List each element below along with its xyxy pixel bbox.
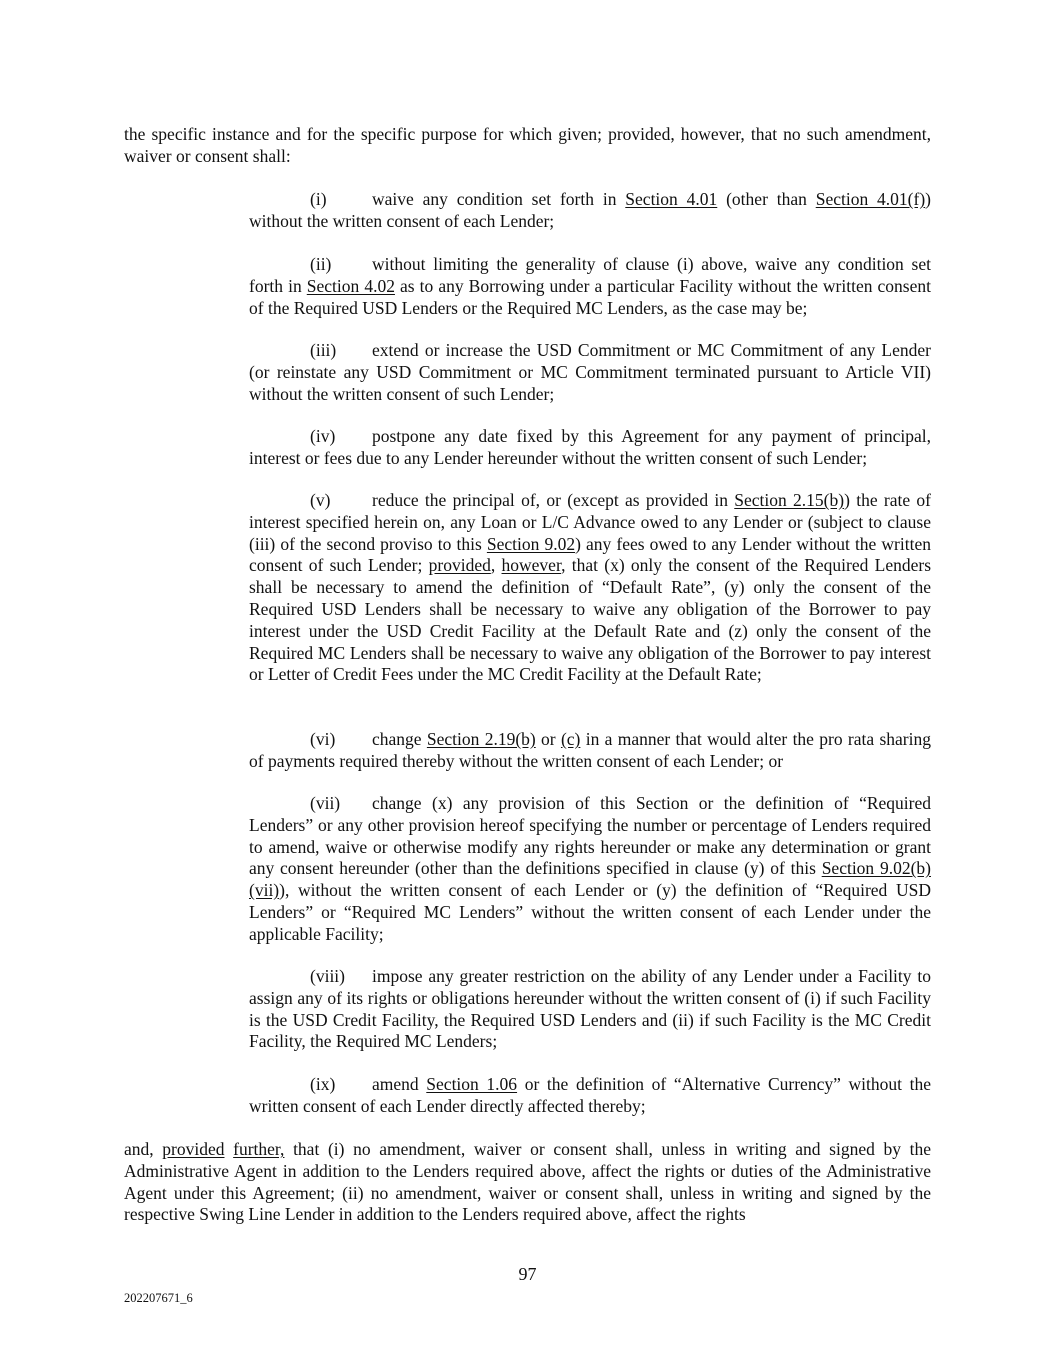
clause-ix: (ix) amend Section 1.06 or the definition of “Alternative Currency” without the written consent of each Lender directly affected thereby; [249,1074,931,1116]
closing-paragraph: and, provided further, that (i) no amendment, waiver or consent shall, unless in writing and signed by the Administrative Agent in addition to the Lenders required above, affect the rights or duties of the Administrative Agent under this Agreement; (ii) no amendment, waiver or consent shall, unless in writing and signed by the respective Swing Line Lender in addition to the Lenders required above, affect the rights [124,1139,931,1225]
section-reference-link: Section 2.19(b) [426,729,536,749]
clause-number: (vii) [310,793,341,813]
clause-number: (v) [310,490,331,510]
clause-vi: (vi) change Section 2.19(b) or (c) in a manner that would alter the pro rata sharing of payments required thereby without the written consent of each Lender; or [249,729,931,771]
clause-ii: (ii) without limiting the generality of clause (i) above, waive any condition set forth in Section 4.02 as to any Borrowing under a particular Facility without the written consent of the Required USD Lenders or the Required MC Lenders, as the case may be; [249,254,931,318]
section-reference-link: Section 4.01(f) [815,189,926,209]
proviso-term: further, [233,1139,285,1159]
section-reference-link: Section 4.02 [306,275,395,296]
clause-number: (vi) [310,729,336,749]
section-reference-link: Section 1.06 [426,1074,518,1094]
intro-text: the specific instance and for the specific purpose for which given; provided, however, that no such amendment, waiver or consent shall: [124,124,931,166]
section-reference-link: (c) [560,729,581,749]
proviso-term: provided [428,555,491,576]
clause-vii: (vii) change (x) any provision of this Section or the definition of “Required Lenders” or any other provision hereof specifying the number or percentage of Lenders required to amend, waive or otherwise modify any rights hereunder or make any determination or grant any consent hereunder (other than the definitions specified in clause (y) of this Section 9.02(b)(vii)), without the written consent of each Lender or (y) the definition of “Required USD Lenders” or “Required MC Lenders” without the written consent of each Lender under the applicable Facility; [249,793,931,944]
section-reference-link: Section 2.15(b) [734,490,845,510]
clause-number: (i) [310,189,327,209]
clause-iv: (iv) postpone any date fixed by this Agreement for any payment of principal, interest or fees due to any Lender hereunder without the written consent of such Lender; [249,426,931,468]
section-reference-link: Section 9.02 [486,533,576,554]
proviso-term: however [501,555,562,576]
clause-number: (ii) [310,254,332,274]
clause-v: (v) reduce the principal of, or (except as provided in Section 2.15(b)) the rate of interest specified herein on, any Loan or L/C Advance owed to any Lender or (subject to clause (iii) of the second proviso to this Section 9.02) any fees owed to any Lender without the written consent of such Lender; provided, however, that (x) only the consent of the Required Lenders shall be necessary to amend the definition of “Default Rate”, (y) only the consent of the Required USD Lenders shall be necessary to waive any obligation of the Borrower to pay interest under the USD Credit Facility at the Default Rate and (z) only the consent of the Required MC Lenders shall be necessary to waive any obligation of the Borrower to pay interest or Letter of Credit Fees under the MC Credit Facility at the Default Rate; [249,490,932,685]
proviso-term: provided [162,1139,225,1159]
document-id: 202207671_6 [124,1291,193,1305]
clause-number: (iv) [310,426,336,446]
intro-paragraph [124,124,931,168]
clause-number: (ix) [310,1074,336,1094]
clause-number: (viii) [310,966,345,986]
clause-i: (i) waive any condition set forth in Section 4.01 (other than Section 4.01(f)) without the written consent of each Lender; [249,189,931,231]
clause-viii: (viii) impose any greater restriction on the ability of any Lender under a Facility to assign any of its rights or obligations hereunder without the written consent of (i) if such Facility is the USD Credit Facility, the Required USD Lenders and (ii) if such Facility is the MC Credit Facility, the Required MC Lenders; [249,966,931,1052]
page-number: 97 [518,1264,537,1284]
clause-iii: (iii) extend or increase the USD Commitment or MC Commitment of any Lender (or reinstate any USD Commitment or MC Commitment terminated pursuant to Article VII) without the written consent of such Lender; [249,340,931,404]
section-reference-link: Section 4.01 [625,189,718,209]
section-reference-link: Section 9.02(b)(vii) [249,858,931,901]
clause-number: (iii) [310,340,337,360]
